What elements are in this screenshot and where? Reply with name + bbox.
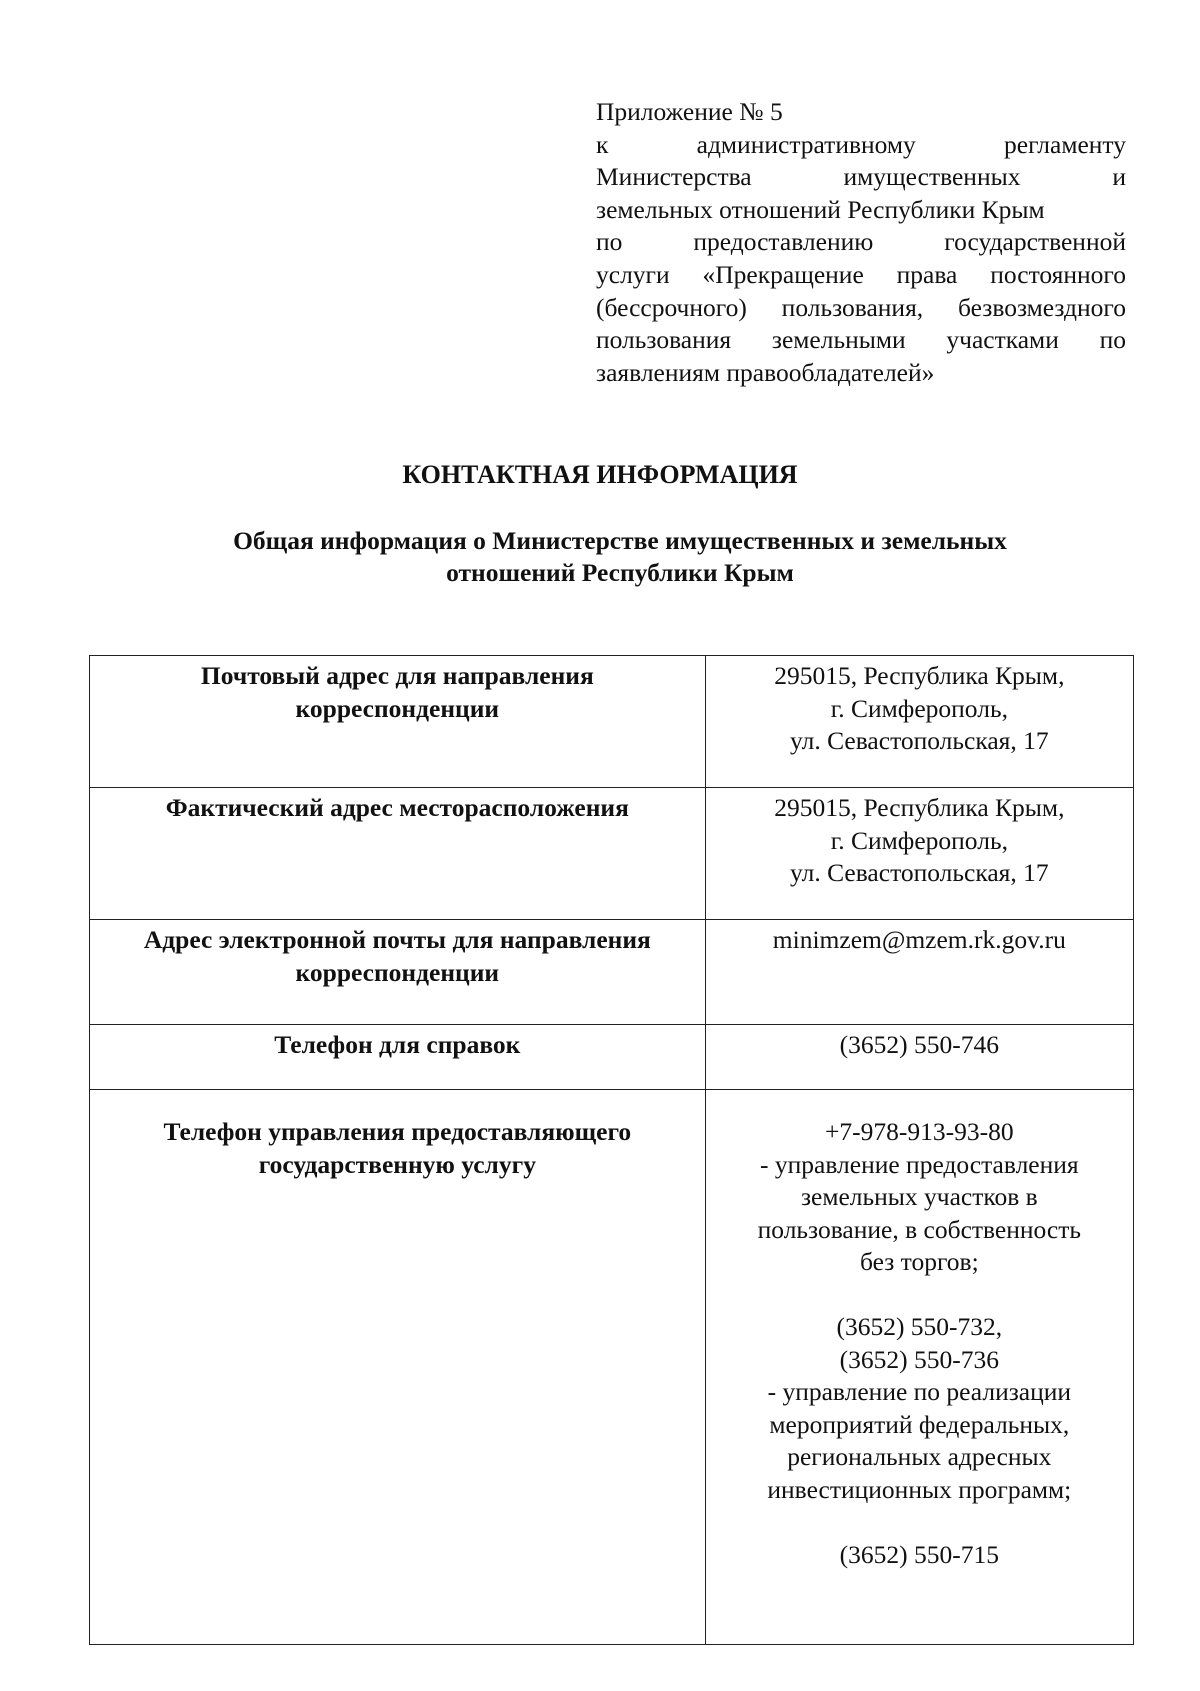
value-line: пользование, в собственность [757, 1214, 1082, 1244]
value-line: (3652) 550-736 [839, 1344, 999, 1374]
annex-block [596, 96, 1126, 389]
annex-line: услуги «Прекращение права постоянного [596, 259, 1126, 289]
annex-line: земельных отношений Республики Крым [596, 194, 1045, 224]
postal-address-value [705, 656, 1133, 788]
annex-line: к административному регламенту [596, 129, 1126, 159]
value-line: без торгов; [859, 1247, 979, 1277]
table-row-email [90, 920, 1134, 1025]
annex-title: Приложение № 5 [596, 97, 783, 126]
value-line: г. Симферополь, [830, 693, 1008, 723]
table-row-postal-address [90, 656, 1134, 788]
value-line: (3652) 550-732, [836, 1311, 1003, 1341]
actual-address-label: Фактический адрес месторасположения [90, 788, 706, 920]
annex-line: пользования земельными участками по [596, 325, 1126, 355]
annex-line: (бессрочного) пользования, безвозмездного [596, 292, 1126, 322]
value-line: - управление предоставления [759, 1149, 1079, 1179]
contact-table [89, 655, 1134, 1645]
postal-address-label [90, 656, 706, 788]
label-line: Почтовый адрес для направления [200, 661, 594, 690]
phone-value: (3652) 550-746 [705, 1025, 1133, 1090]
value-line: (3652) 550-715 [839, 1539, 999, 1569]
spacer [714, 1507, 1125, 1539]
table-row-phone [90, 1025, 1134, 1090]
value-line: - управление по реализации [767, 1377, 1072, 1407]
table-row-actual-address [90, 788, 1134, 920]
value-line: ул. Севастопольская, 17 [789, 858, 1049, 888]
table-row-department-phones [90, 1090, 1134, 1645]
sub-heading-line: отношений Республики Крым [446, 558, 794, 587]
department-phones-label [90, 1090, 706, 1645]
label-line: государственную услугу [258, 1149, 536, 1179]
value-line: 295015, Республика Крым, [774, 793, 1065, 822]
value-line: +7-978-913-93-80 [825, 1117, 1014, 1146]
label-line: корреспонденции [295, 957, 500, 987]
email-value: minimzem@mzem.rk.gov.ru [705, 920, 1133, 1025]
annex-line: заявлениям правообладателей» [596, 357, 935, 387]
annex-line: Министерства имущественных и [596, 162, 1126, 192]
email-label [90, 920, 706, 1025]
sub-heading [150, 525, 1090, 589]
sub-heading-line: Общая информация о Министерстве имущественных и земельных [233, 526, 1007, 555]
phone-label: Телефон для справок [90, 1025, 706, 1090]
value-line: региональных адресных [787, 1442, 1052, 1472]
value-line: г. Симферополь, [830, 825, 1008, 855]
label-line: Телефон управления предоставляющего [163, 1117, 632, 1146]
label-line: Адрес электронной почты для направления [143, 925, 651, 954]
value-line: 295015, Республика Крым, [774, 661, 1065, 690]
actual-address-value [705, 788, 1133, 920]
value-line: ул. Севастопольская, 17 [789, 726, 1049, 756]
spacer [714, 1279, 1125, 1311]
main-heading: КОНТАКТНАЯ ИНФОРМАЦИЯ [402, 460, 798, 489]
department-phones-value [705, 1090, 1133, 1645]
label-line: корреспонденции [295, 693, 500, 723]
annex-body [596, 129, 1126, 390]
annex-line: по предоставлению государственной [596, 227, 1126, 257]
value-line: земельных участков в [800, 1182, 1038, 1212]
value-line: инвестиционных программ; [767, 1474, 1072, 1504]
value-line: мероприятий федеральных, [769, 1409, 1070, 1439]
